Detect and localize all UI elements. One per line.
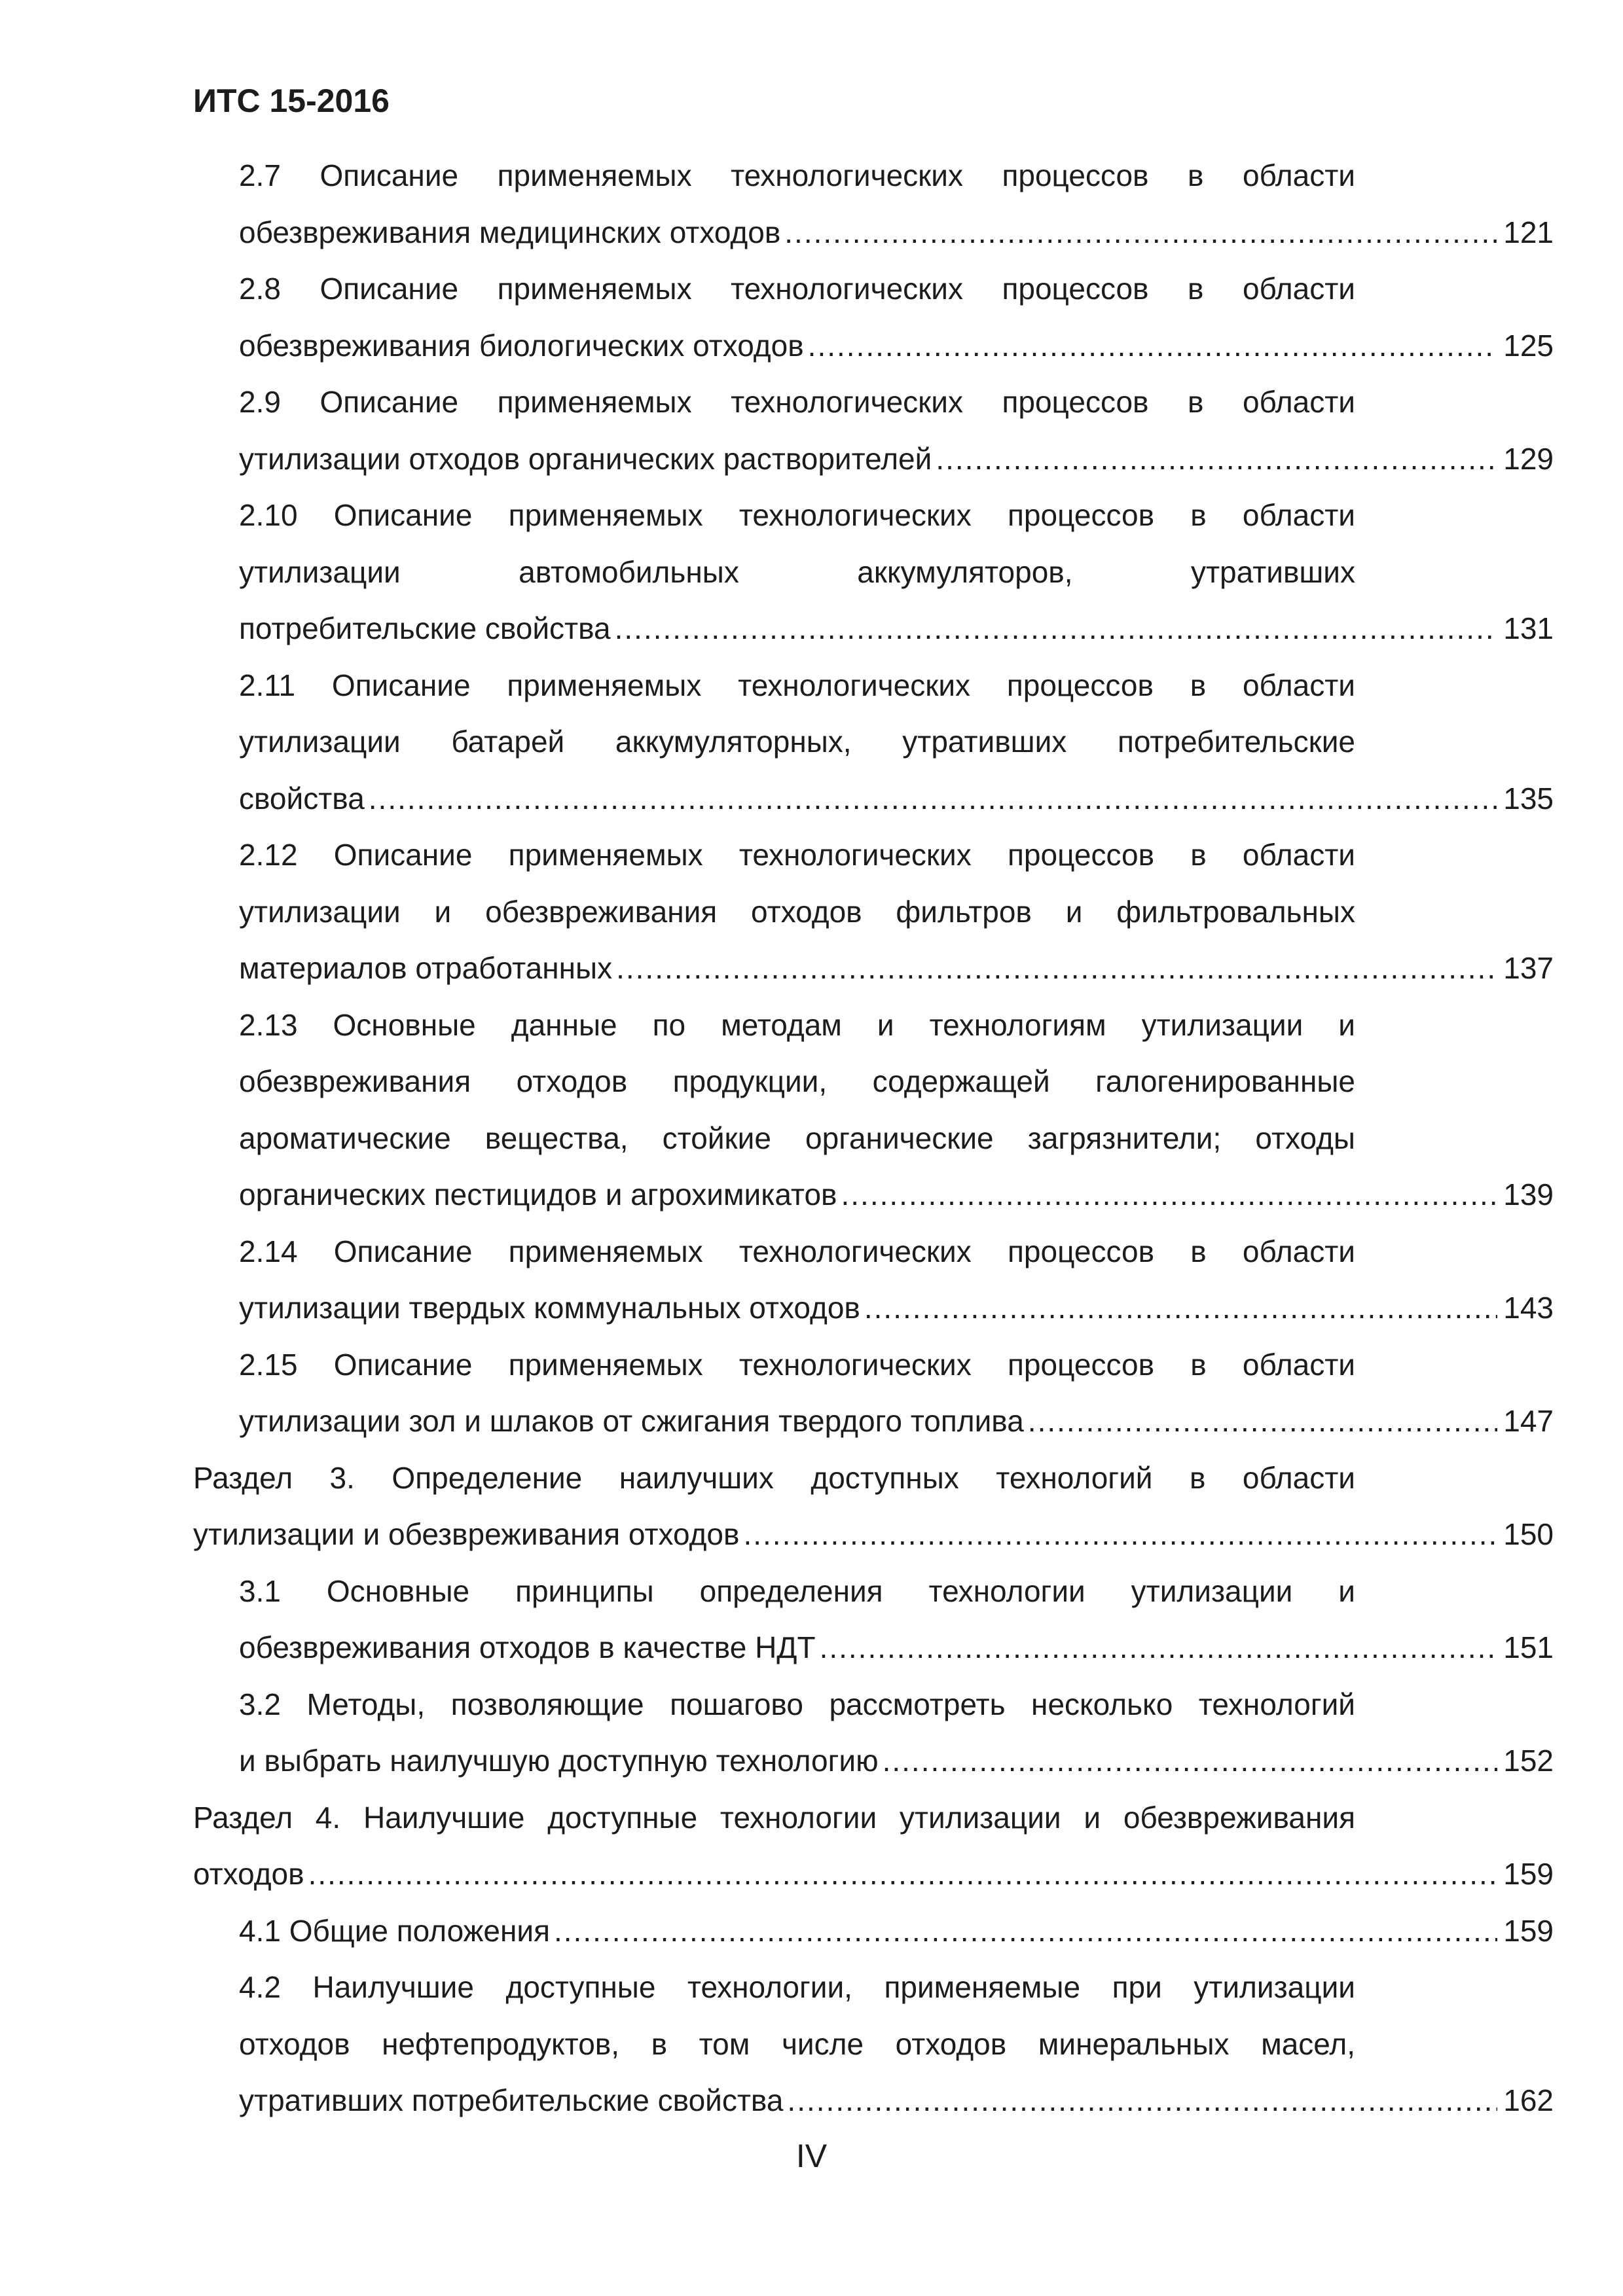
dot-leader (808, 317, 1497, 374)
toc-entry-line: 2.7 Описание применяемых технологических процессов в области (239, 158, 1355, 192)
toc-entry[interactable] (193, 657, 1554, 827)
toc-entry-last-line (239, 431, 1554, 488)
toc-page-number: 135 (1503, 781, 1554, 816)
toc-page-number: 151 (1503, 1630, 1554, 1664)
toc-entry-line: 2.12 Описание применяемых технологических процессов в области (239, 838, 1355, 872)
toc-page-number: 129 (1503, 441, 1554, 476)
toc-entry-line: утилизации батарей аккумуляторных, утративших потребительские (239, 725, 1355, 759)
toc-entry[interactable] (193, 997, 1554, 1223)
toc-entry-line: 2.8 Описание применяемых технологических процессов в области (239, 272, 1355, 306)
toc-entry-last-line (239, 1393, 1554, 1450)
document-code: ИТС 15-2016 (193, 82, 390, 119)
dot-leader (554, 1903, 1497, 1960)
toc-entry-line: 2.11 Описание применяемых технологических процессов в области (239, 668, 1355, 702)
toc-entry-title-end: обезвреживания медицинских отходов (239, 215, 781, 249)
toc-entry-line: 2.9 Описание применяемых технологических процессов в области (239, 385, 1355, 419)
dot-leader (820, 1619, 1497, 1676)
table-of-contents (193, 147, 1554, 2129)
toc-entry[interactable] (193, 1903, 1554, 1960)
toc-entry-last-line (193, 1506, 1554, 1563)
dot-leader (1028, 1393, 1497, 1450)
toc-entry[interactable] (193, 487, 1554, 657)
dot-leader (784, 204, 1497, 261)
dot-leader (615, 600, 1497, 657)
toc-entry[interactable] (193, 1563, 1554, 1676)
toc-entry-line: 2.13 Основные данные по методам и технологиям утилизации и (239, 1007, 1355, 1042)
toc-entry-last-line (239, 1619, 1554, 1676)
toc-entry[interactable] (193, 1789, 1554, 1903)
toc-page-number: 131 (1503, 611, 1554, 645)
toc-entry-title-end: материалов отработанных (239, 951, 613, 985)
toc-page-number: 125 (1503, 328, 1554, 363)
toc-entry-line: 2.10 Описание применяемых технологических процессов в области (239, 498, 1355, 532)
toc-entry-title-end: и выбрать наилучшую доступную технологию (239, 1744, 879, 1778)
toc-entry[interactable] (193, 1676, 1554, 1789)
toc-page-number: 162 (1503, 2083, 1554, 2117)
dot-leader (864, 1280, 1497, 1336)
toc-entry[interactable] (193, 1450, 1554, 1563)
toc-entry-last-line (239, 600, 1554, 657)
toc-entry-title-end: органических пестицидов и агрохимикатов (239, 1177, 837, 1211)
toc-entry-title-end: утилизации твердых коммунальных отходов (239, 1291, 860, 1325)
toc-entry-line: Раздел 4. Наилучшие доступные технологии утилизации и обезвреживания (193, 1800, 1355, 1835)
toc-page-number: 152 (1503, 1744, 1554, 1778)
toc-entry-title-end: 4.1 Общие положения (239, 1913, 551, 1948)
toc-entry-title-end: утилизации отходов органических растворителей (239, 441, 932, 476)
toc-entry-last-line (239, 940, 1554, 997)
toc-page-number: 147 (1503, 1404, 1554, 1438)
toc-entry-last-line (193, 1846, 1554, 1903)
toc-entry-title-end: утилизации и обезвреживания отходов (193, 1517, 740, 1551)
toc-page-number: 159 (1503, 1857, 1554, 1891)
toc-page-number: 159 (1503, 1913, 1554, 1948)
toc-page-number: 137 (1503, 951, 1554, 985)
dot-leader (883, 1732, 1497, 1789)
toc-entry-title-end: потребительские свойства (239, 611, 611, 645)
dot-leader (787, 2072, 1497, 2129)
toc-page-number: 143 (1503, 1291, 1554, 1325)
toc-entry-last-line (239, 1903, 1554, 1960)
dot-leader (841, 1166, 1498, 1223)
toc-entry-title-end: обезвреживания отходов в качестве НДТ (239, 1630, 816, 1664)
toc-entry-line: Раздел 3. Определение наилучших доступных технологий в области (193, 1460, 1355, 1495)
toc-entry-title-end: отходов (193, 1857, 304, 1891)
toc-entry-title-end: обезвреживания биологических отходов (239, 328, 804, 363)
toc-entry-last-line (239, 1280, 1554, 1336)
toc-entry-line: утилизации автомобильных аккумуляторов, утративших (239, 554, 1355, 589)
toc-entry[interactable] (193, 827, 1554, 997)
dot-leader (616, 940, 1497, 997)
toc-entry[interactable] (193, 1959, 1554, 2129)
toc-entry-last-line (239, 1166, 1554, 1223)
toc-entry-title-end: утративших потребительские свойства (239, 2083, 784, 2117)
toc-entry-last-line (239, 770, 1554, 827)
dot-leader (743, 1506, 1497, 1563)
toc-entry-line: отходов нефтепродуктов, в том числе отходов минеральных масел, (239, 2026, 1355, 2061)
dot-leader (369, 770, 1497, 827)
toc-entry-last-line (239, 2072, 1554, 2129)
dot-leader (308, 1846, 1497, 1903)
toc-page-number: 139 (1503, 1177, 1554, 1211)
toc-page-number: 121 (1503, 215, 1554, 249)
toc-entry-line: 4.2 Наилучшие доступные технологии, применяемые при утилизации (239, 1970, 1355, 2004)
toc-entry-last-line (239, 204, 1554, 261)
toc-page-number: 150 (1503, 1517, 1554, 1551)
toc-entry-line: 3.1 Основные принципы определения технологии утилизации и (239, 1573, 1355, 1608)
toc-entry-line: 2.15 Описание применяемых технологических процессов в области (239, 1347, 1355, 1382)
toc-entry[interactable] (193, 374, 1554, 487)
page-number: IV (795, 2138, 828, 2174)
toc-entry-line: ароматические вещества, стойкие органические загрязнители; отходы (239, 1121, 1355, 1155)
toc-entry-line: 2.14 Описание применяемых технологических процессов в области (239, 1234, 1355, 1268)
toc-entry-line: утилизации и обезвреживания отходов фильтров и фильтровальных (239, 894, 1355, 929)
toc-entry-title-end: свойства (239, 781, 365, 816)
toc-entry[interactable] (193, 147, 1554, 260)
toc-entry-title-end: утилизации зол и шлаков от сжигания твердого топлива (239, 1404, 1024, 1438)
toc-entry-line: обезвреживания отходов продукции, содержащей галогенированные (239, 1064, 1355, 1098)
toc-entry-line: 3.2 Методы, позволяющие пошагово рассмотреть несколько технологий (239, 1687, 1355, 1721)
dot-leader (936, 431, 1497, 488)
toc-entry-last-line (239, 1732, 1554, 1789)
toc-entry[interactable] (193, 260, 1554, 374)
toc-entry[interactable] (193, 1223, 1554, 1336)
toc-entry[interactable] (193, 1336, 1554, 1450)
toc-entry-last-line (239, 317, 1554, 374)
